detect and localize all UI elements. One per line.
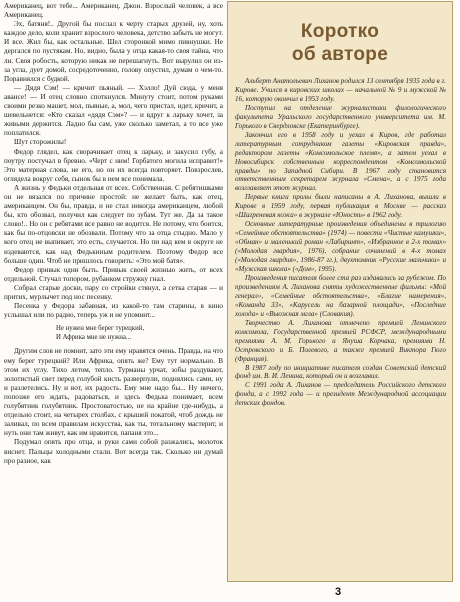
about-author-sidebar [227,1,453,582]
story-paragraph: Американец, вот тебе... Американец. Джон. Взрослый человек, а все Американец. [4,2,223,20]
sidebar-title [236,20,444,66]
story-paragraph: — Дядя Сэм! — кричит пьяный. — Хэлло! Дуй сюда, у меня авансе! — И отец словно споткнулся. Минуту стоит, потом руками своими резко машет, мол, пьяные, а, мол, чего пристал, идет, кричит, а шевельнется: «Кто сказал «дядя Сэм»? — и вдруг к ларьку хочет, за живыми держится. Ладно бы сам, уже сколько заметал, а то все уже поплатился. [4,83,223,138]
sidebar-paragraph: Творчество А. Лиханова отмечено премией Ленинского комсомола, Государственной премией РСФСР, международными премиями А. М. Горького и Януша Корчака, премиями Н. Островского и Б. Полевого, а также премией Виктора Гюго (Франция). [235,318,446,363]
story-paragraph: Шут сторожилы! [14,138,67,147]
sidebar-title-line: Коротко [300,21,380,42]
sidebar-title-line: об авторе [291,44,389,65]
sidebar-body [228,77,452,408]
story-paragraph: Собрал старые доски, пару со стройки стянул, а сетка старая — и притих, мурлычет под нос песенку. [4,283,223,301]
story-paragraph: Песенка у Федора забавная, из какой-то там старины, в кино услышал или по радио, теперь уж и не упомнит... [4,302,223,320]
poem-line: Не нужен мне берег турецкий, [56,325,145,333]
sidebar-paragraph: Закончил его в 1958 году и уехал в Киров, где работал литературным сотрудником газеты «Кировская правда», редактором газеты «Комсомольское племя», а затем уехал в Новосибирск собственным корреспондентом «Комсомольской правды» по Западной Сибири. В 1967 году становится ответственным секретарем журнала «Смена», а с 1975 года возглавляет этот журнал. [235,130,446,193]
sidebar-paragraph: Основные литературные произведения объединены в трилогию «Семейные обстоятельства» (1974) — повести «Чистые камушки», «Обман» и маленький роман «Лабиринт», «Избранное в 2-х томах» («Молодая гвардия», 1976), собрание сочинений в 4-х томах («Молодая гвардия», 1986-87 гг.), двухтомник «Русские мальчики» и «Мужская школа» («Дом», 1995). [235,220,446,274]
story-paragraph: Подумал опять про отца, и руки сами собой разжались, молоток виснет. Пальцы холодными стали. Вот всегда так. Сколько ни думай про разное, как [4,438,223,465]
story-paragraph: А жизнь у Федьки отдельная от всех. Собственная. С ребятишками он не вязался по причине простой: не желает быть, как отец, американцем. Он бы, правда, и не стал никогда американцем, любой бы, кто обозвал, получил как следует по зубам. Тут же. Да за такое слово!.. Но он с ребятами все равно не водится. Не потому, что боится, как бы по-отцовски не обозвали. Потому что за отца стыдно. Мало у кого отец не выпивает, это есть, случается. Но пи над кем в округе не издеваются, как над Федькиным родителем. Поэтому Федор все больше один. Чтоб не пришлось говорить: «Это мой батя». [4,183,223,265]
story-paragraph: Федор глядел, как сворачивает отец к ларьку, и закусил губу, а поутру постучал в бревно. «Черт с ним! Горбатого могила исправит!» Это матерная слова, не его, но он их всегда повторяет. Повзрослев, оглядела вокруг себя, сынок бы в нем все понимала. [4,147,223,183]
story-paragraph: Другим слов не помнит, зато эти ему нравятся очень. Правда, на что ему берег турецкий? Или Африка, опять же? Ему тут нормально. В этом их углу. Тихо летом, тепло. Турманы урчат, зобы раздувают, золотистый свет перед голубой кисть разверпули, поднялись сами, ну и разлетелись. Ну и вот, их радость. Ему мне надо бы... Ну ничего, попозже его ждать, радоваться, и здесь Федька понимает, всем голубятник голубятник. Простоватостью, не на крайне где-нибудь, а отдельно стоит, на четырех столбах, с крышей покатой, чтоб дождь не заливал, по всем правилам искусства, как ты, тотальному мастерит, и нуть они там живут, как им нравится, папаня это... [4,347,223,438]
sidebar-paragraph: В 1987 году по инициативе писателя создан Советский детский фонд им. В. И. Ленина, который он и возглавил. [235,363,446,381]
story-paragraph: Федор привык одни быть. Привык своей жизнью жить, от всех отдельной. Стучал топором, рубанком стружку гнал. [4,265,223,283]
sidebar-paragraph: С 1991 года А. Лиханов — председатель Российского детского фонда, а с 1992 года — и президент Международной ассоциации детских фондов. [235,381,446,408]
poem-line: И Африка мне не нужна... [56,333,132,341]
sidebar-paragraph: Альберт Анатольевич Лиханов родился 13 сентября 1935 года в г. Кирове. Учился в кировских школах — начальной № 9 и мужской № 16, которую окончил в 1953 году. [235,77,446,103]
page-number: 3 [335,586,342,598]
sidebar-paragraph: Произведения писателя более ста раз издавались за рубежом. По произведениям А. Лиханова сняты художественные фильмы: «Мой генерал», «Семейные обстоятельства», «Благие намерения», «Команда 33», «Карусель на базарной площади», «Последние холода» и «Вьюжная мгла» (Словакия). [235,273,446,318]
story-column [4,2,223,582]
sidebar-paragraph: Поступил на отделение журналистики филологического факультета Уральского государственного университета им. М. Горького в Свердловске (Екатеринбурге). [235,103,446,130]
sidebar-paragraph: Первые книги пролы были написаны в А. Лиханова, вышли в Кирове в 1959 году, первая публикация в Москве — рассказ «Шагреневая кожа» в журнале «Юность» в 1962 году. [235,193,446,220]
story-paragraph: Эх, батяня!.. Другой бы послал к черту старых друзей, ну, хоть каждое дело, коли хранит взрослого человека, детство забыть не могут. И все. Жил бы, как остальные. Шел сторонкой мимо пивнушки. Не дергался по пустякам. Но, видно, была у отца какая-то своя тайна, что ли. Своя робость, которую никак не перешагнуть. Вот вырулил он из-за угла, дует домой, сосредоточенно, голову опустил, думам о чем-то. Поравнялся с будкой. [4,20,223,83]
